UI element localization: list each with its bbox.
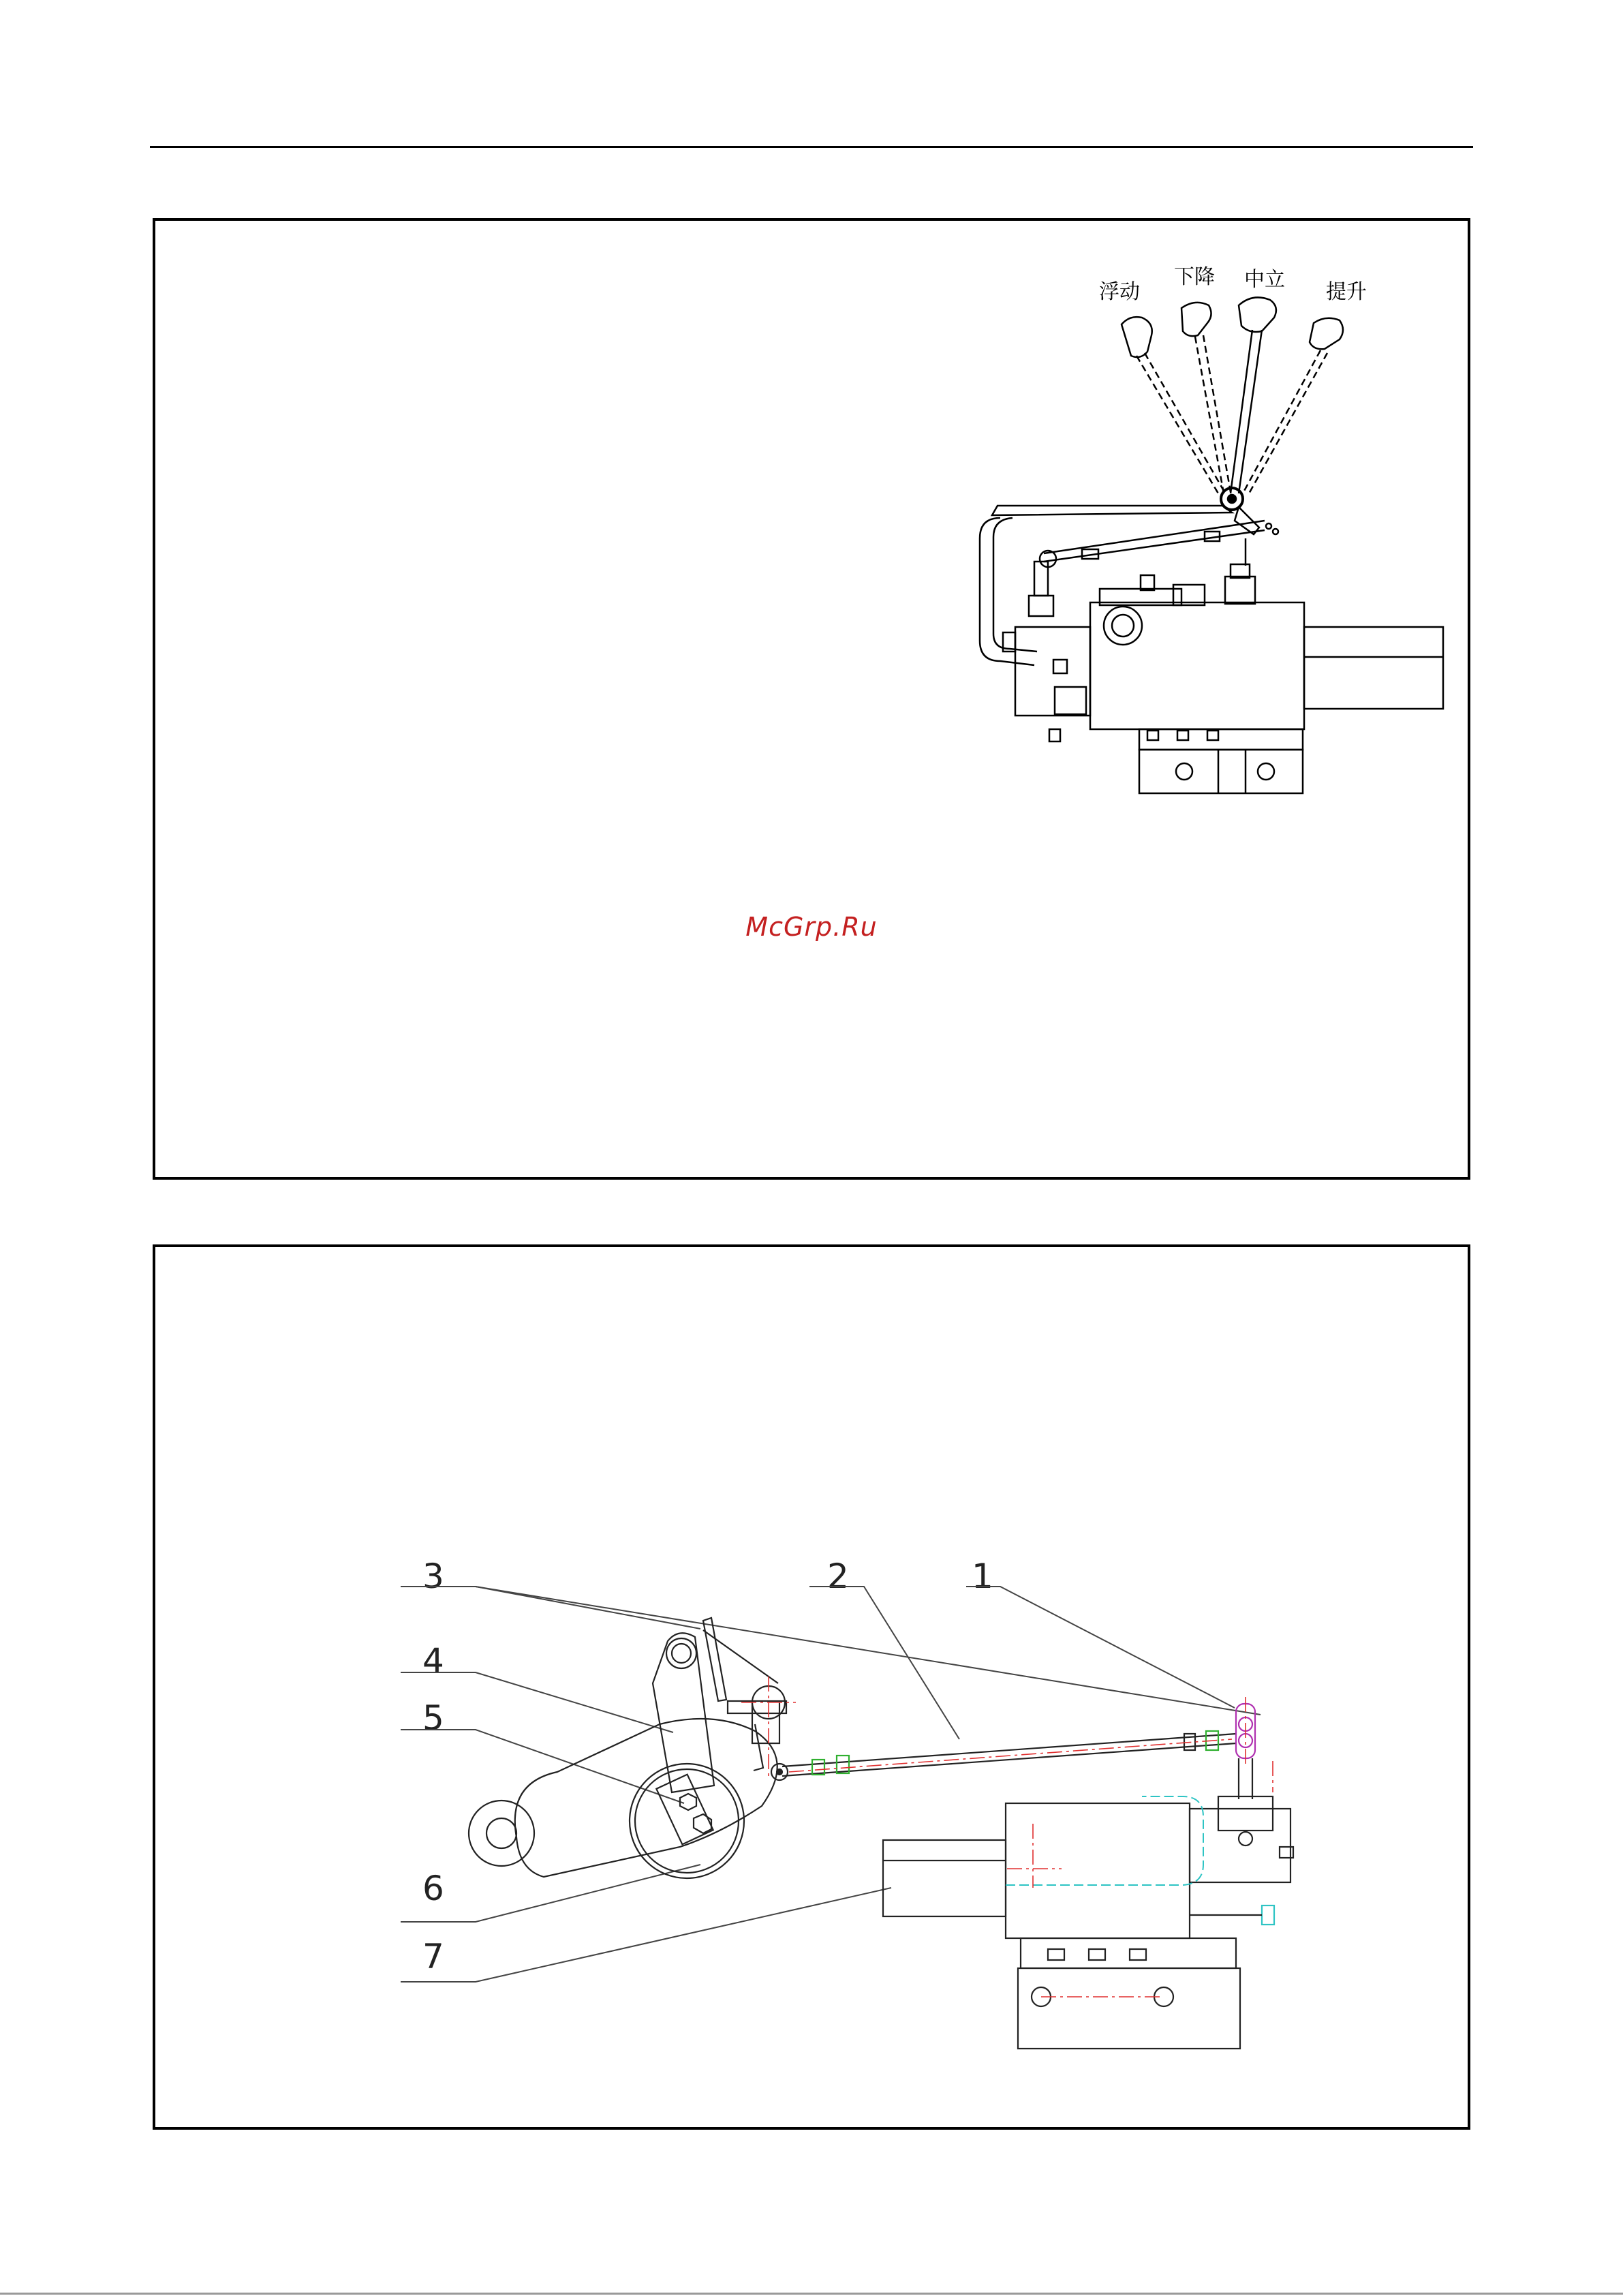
centerlines — [741, 1677, 1273, 1997]
callout-3: 3 — [422, 1557, 444, 1596]
control-lever-drawing — [155, 221, 1468, 1177]
figure-panel-bottom — [153, 1244, 1470, 2130]
valve-body — [883, 1840, 1006, 1916]
footer-rule — [0, 2293, 1623, 2295]
leader-1 — [401, 1587, 1261, 1715]
callout-7: 7 — [422, 1937, 444, 1976]
leader-5 — [401, 1730, 684, 1803]
callout-2: 2 — [827, 1557, 849, 1596]
lever-arm — [653, 1633, 714, 1792]
leader-1b — [966, 1587, 1235, 1708]
lever-handle-raise — [1243, 318, 1343, 495]
leader-2 — [809, 1587, 959, 1739]
callout-1: 1 — [972, 1557, 993, 1596]
label-neutral: 中立 — [1244, 268, 1285, 292]
label-lower: 下降 — [1174, 265, 1215, 289]
callout-5: 5 — [422, 1698, 444, 1738]
lever-handle-lower — [1181, 303, 1231, 493]
label-float: 浮动 — [1099, 280, 1140, 304]
figure-panel-top — [153, 218, 1470, 1180]
callout-4: 4 — [422, 1641, 444, 1681]
label-raise: 提升 — [1326, 280, 1367, 304]
leader-3 — [401, 1587, 700, 1629]
linkage-assembly-drawing — [155, 1247, 1468, 2127]
linkage-rod — [782, 1734, 1236, 1766]
leader-7 — [401, 1888, 891, 1982]
lever-handle-neutral — [1231, 297, 1276, 493]
watermark: McGrp.Ru — [745, 912, 878, 942]
callout-6: 6 — [422, 1869, 444, 1908]
header-rule — [150, 146, 1473, 148]
leader-6 — [401, 1865, 700, 1922]
